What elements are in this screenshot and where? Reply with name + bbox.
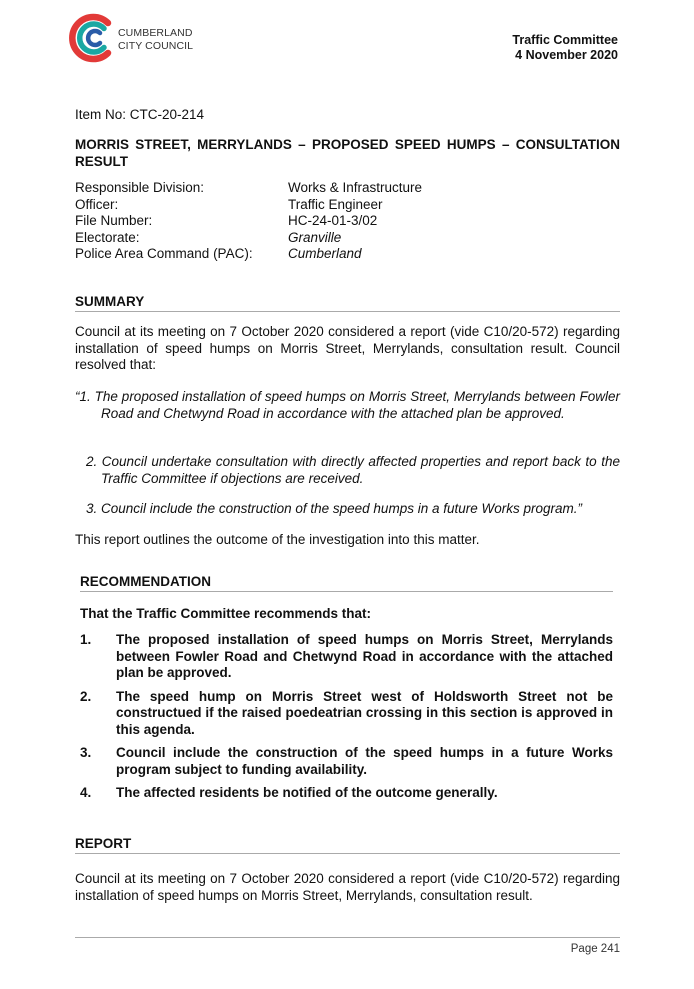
summary-intro: Council at its meeting on 7 October 2020 considered a report (vide C10/20-572) regarding installation of speed humps on Morris Street, Merrylands, consultation result. Council resolved that: [75,324,620,372]
committee-name: Traffic Committee [512,33,618,47]
list-item-text: The speed hump on Morris Street west of Holdsworth Street not be constructued if the raised poedeatrian crossing in this section is approved in this agenda. [116,688,613,737]
council-logo [66,11,196,67]
list-item [80,689,613,739]
resolution-quote-3: 3. Council include the construction of the speed humps in a future Works program.” [86,501,582,516]
list-item-number: 1. [80,632,92,647]
meta-value: Traffic Engineer [288,196,383,212]
meta-row [75,246,422,263]
meta-label: Responsible Division: [75,180,205,195]
meta-value: Works & Infrastructure [288,180,423,195]
logo-line1: CUMBERLAND [118,27,193,39]
list-item-text: The affected residents be notified of the outcome generally. [116,785,498,800]
list-item [80,632,613,682]
meta-label: Officer: [75,196,119,212]
report-text: Council at its meeting on 7 October 2020 considered a report (vide C10/20-572) regarding installation of speed humps on Morris Street, Merrylands, consultation result. [75,871,620,903]
resolution-quote-2-text: 2. Council undertake consultation with directly affected properties and report back to the Traffic Committee if objections are received. [86,454,620,486]
meta-value: Granville [288,229,342,245]
meta-value: HC-24-01-3/02 [288,213,378,228]
meta-row [75,197,422,214]
resolution-quote-1-text: “1. The proposed installation of speed humps on Morris Street, Merrylands between Fowler Road and Chetwynd Road in accordance with the attached plan be approved. [75,389,620,421]
summary-heading: SUMMARY [75,294,620,312]
header-right [512,33,618,63]
meta-label: File Number: [75,213,153,228]
recommendation-list [80,632,613,809]
list-item-number: 2. [80,688,92,704]
meta-table [75,180,422,263]
meta-label: Police Area Command (PAC): [75,246,253,261]
council-logo-icon [66,11,116,65]
resolution-quote-1 [75,389,620,422]
item-number: Item No: CTC-20-214 [75,107,205,122]
list-item-number: 4. [80,785,92,800]
list-item-text: The proposed installation of speed humps on Morris Street, Merrylands between Fowler Road and Chetwynd Road in accordance with the attached plan be approved. [116,632,613,680]
list-item [80,745,613,778]
recommendation-lead: That the Traffic Committee recommends that: [80,606,372,621]
meta-label: Electorate: [75,229,140,245]
resolution-quote-2 [86,454,620,487]
report-heading: REPORT [75,836,620,854]
page-title: MORRIS STREET, MERRYLANDS – PROPOSED SPEED HUMPS – CONSULTATION RESULT [75,137,620,169]
meeting-date: 4 November 2020 [515,48,618,62]
list-item [80,785,613,802]
meta-row [75,230,422,247]
page-number: Page 241 [570,943,620,955]
meta-row [75,180,422,197]
footer-divider [75,937,620,938]
summary-outline: This report outlines the outcome of the investigation into this matter. [75,532,480,547]
logo-line2: CITY COUNCIL [118,40,194,52]
meta-value: Cumberland [288,246,362,261]
list-item-number: 3. [80,745,92,760]
recommendation-heading: RECOMMENDATION [80,574,613,592]
list-item-text: Council include the construction of the speed humps in a future Works program subject to funding availability. [116,745,613,777]
meta-row [75,213,422,230]
